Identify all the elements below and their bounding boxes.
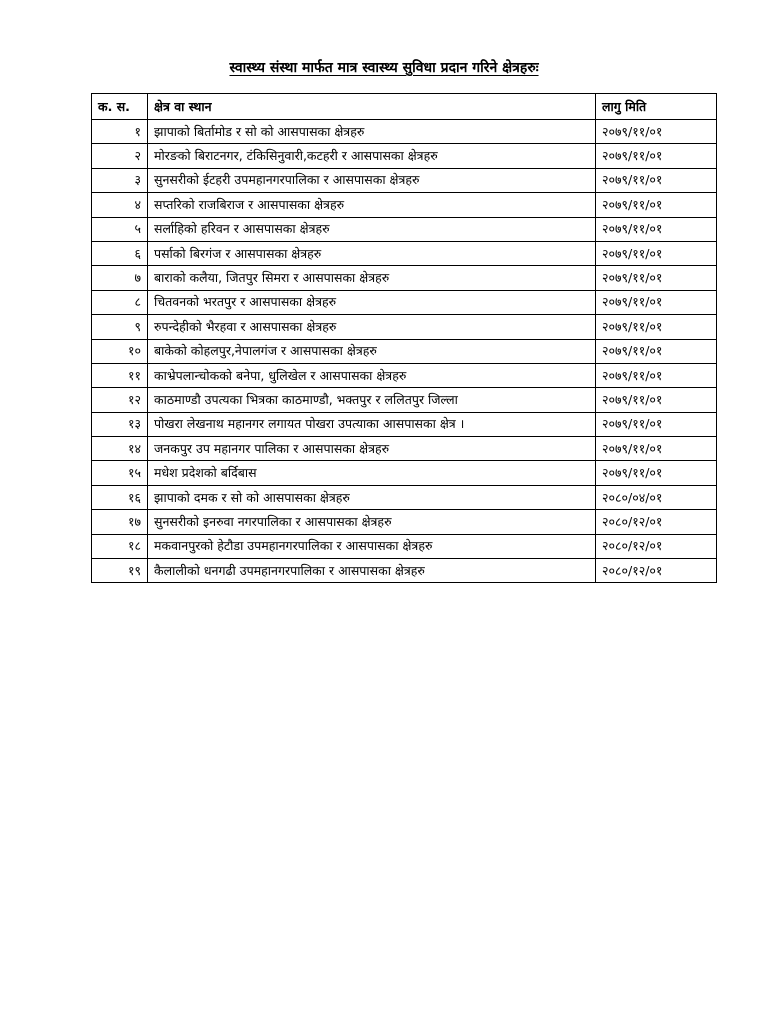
table-row — [92, 339, 717, 363]
row-area-name: काठमाण्डौ उपत्यका भित्रका काठमाण्डौ, भक्तपुर र ललितपुर जिल्ला — [148, 388, 596, 412]
table-row — [92, 241, 717, 265]
row-serial-number: १० — [92, 339, 148, 363]
table-header — [92, 94, 717, 120]
row-effective-date: २०८०/१२/०१ — [596, 534, 717, 558]
table-row — [92, 266, 717, 290]
row-serial-number: १८ — [92, 534, 148, 558]
row-serial-number: ४ — [92, 193, 148, 217]
page-title-text: स्वास्थ्य संस्था मार्फत मात्र स्वास्थ्य सुविधा प्रदान गरिने क्षेत्रहरुः — [229, 60, 539, 76]
row-effective-date: २०७९/११/०१ — [596, 315, 717, 339]
header-row — [92, 94, 717, 120]
row-serial-number: १३ — [92, 412, 148, 436]
table-row — [92, 217, 717, 241]
row-effective-date: २०७९/११/०१ — [596, 120, 717, 144]
row-effective-date: २०७९/११/०१ — [596, 266, 717, 290]
row-area-name: झापाको दमक र सो को आसपासका क्षेत्रहरु — [148, 485, 596, 509]
row-effective-date: २०७९/११/०१ — [596, 290, 717, 314]
areas-table — [91, 93, 717, 583]
row-serial-number: १४ — [92, 437, 148, 461]
row-serial-number: ५ — [92, 217, 148, 241]
header-area: क्षेत्र वा स्थान — [148, 94, 596, 120]
row-area-name: मोरङको बिराटनगर, टंकिसिनुवारी,कटहरी र आसपासका क्षेत्रहरु — [148, 144, 596, 168]
row-area-name: पर्साको बिरगंज र आसपासका क्षेत्रहरु — [148, 241, 596, 265]
table-row — [92, 412, 717, 436]
row-effective-date: २०७९/११/०१ — [596, 339, 717, 363]
row-serial-number: ९ — [92, 315, 148, 339]
row-serial-number: १ — [92, 120, 148, 144]
table-row — [92, 388, 717, 412]
row-effective-date: २०८०/१२/०१ — [596, 510, 717, 534]
row-effective-date: २०७९/११/०१ — [596, 241, 717, 265]
row-area-name: सर्लाहिको हरिवन र आसपासका क्षेत्रहरु — [148, 217, 596, 241]
row-serial-number: ७ — [92, 266, 148, 290]
table-row — [92, 510, 717, 534]
row-area-name: पोखरा लेखनाथ महानगर लगायत पोखरा उपत्याका आसपासका क्षेत्र । — [148, 412, 596, 436]
row-serial-number: ८ — [92, 290, 148, 314]
row-area-name: मकवानपुरको हेटौडा उपमहानगरपालिका र आसपासका क्षेत्रहरु — [148, 534, 596, 558]
table-row — [92, 193, 717, 217]
row-effective-date: २०७९/११/०१ — [596, 168, 717, 192]
row-area-name: कैलालीको धनगढी उपमहानगरपालिका र आसपासका क्षेत्रहरु — [148, 559, 596, 583]
table-row — [92, 437, 717, 461]
table-row — [92, 461, 717, 485]
table-row — [92, 168, 717, 192]
row-serial-number: १७ — [92, 510, 148, 534]
row-serial-number: १२ — [92, 388, 148, 412]
row-serial-number: १९ — [92, 559, 148, 583]
row-area-name: सुनसरीको ईटहरी उपमहानगरपालिका र आसपासका क्षेत्रहरु — [148, 168, 596, 192]
row-effective-date: २०७९/११/०१ — [596, 193, 717, 217]
row-serial-number: २ — [92, 144, 148, 168]
row-effective-date: २०७९/११/०१ — [596, 461, 717, 485]
row-area-name: सप्तरिको राजबिराज र आसपासका क्षेत्रहरु — [148, 193, 596, 217]
row-serial-number: ६ — [92, 241, 148, 265]
table-row — [92, 120, 717, 144]
table-row — [92, 485, 717, 509]
row-area-name: झापाको बिर्तामोड र सो को आसपासका क्षेत्रहरु — [148, 120, 596, 144]
row-area-name: चितवनको भरतपुर र आसपासका क्षेत्रहरु — [148, 290, 596, 314]
row-effective-date: २०७९/११/०१ — [596, 412, 717, 436]
row-effective-date: २०७९/११/०१ — [596, 217, 717, 241]
row-serial-number: १६ — [92, 485, 148, 509]
row-area-name: सुनसरीको इनरुवा नगरपालिका र आसपासका क्षेत्रहरु — [148, 510, 596, 534]
row-serial-number: ३ — [92, 168, 148, 192]
table-row — [92, 559, 717, 583]
table-row — [92, 363, 717, 387]
row-serial-number: १५ — [92, 461, 148, 485]
table-row — [92, 315, 717, 339]
row-area-name: काभ्रेपलान्चोकको बनेपा, धुलिखेल र आसपासका क्षेत्रहरु — [148, 363, 596, 387]
row-serial-number: ११ — [92, 363, 148, 387]
row-effective-date: २०७९/११/०१ — [596, 144, 717, 168]
row-area-name: बाराको कलैया, जितपुर सिमरा र आसपासका क्षेत्रहरु — [148, 266, 596, 290]
page-title — [0, 58, 768, 78]
header-serial: क. स. — [92, 94, 148, 120]
row-effective-date: २०७९/११/०१ — [596, 363, 717, 387]
table-row — [92, 144, 717, 168]
row-effective-date: २०८०/०४/०१ — [596, 485, 717, 509]
row-area-name: बाकेको कोहलपुर,नेपालगंज र आसपासका क्षेत्रहरु — [148, 339, 596, 363]
table-row — [92, 534, 717, 558]
row-area-name: रुपन्देहीको भैरहवा र आसपासका क्षेत्रहरु — [148, 315, 596, 339]
table-row — [92, 290, 717, 314]
row-effective-date: २०७९/११/०१ — [596, 388, 717, 412]
header-date: लागु मिति — [596, 94, 717, 120]
row-effective-date: २०८०/१२/०१ — [596, 559, 717, 583]
row-area-name: जनकपुर उप महानगर पालिका र आसपासका क्षेत्रहरु — [148, 437, 596, 461]
row-area-name: मधेश प्रदेशको बर्दिबास — [148, 461, 596, 485]
row-effective-date: २०७९/११/०१ — [596, 437, 717, 461]
table-body — [92, 120, 717, 583]
